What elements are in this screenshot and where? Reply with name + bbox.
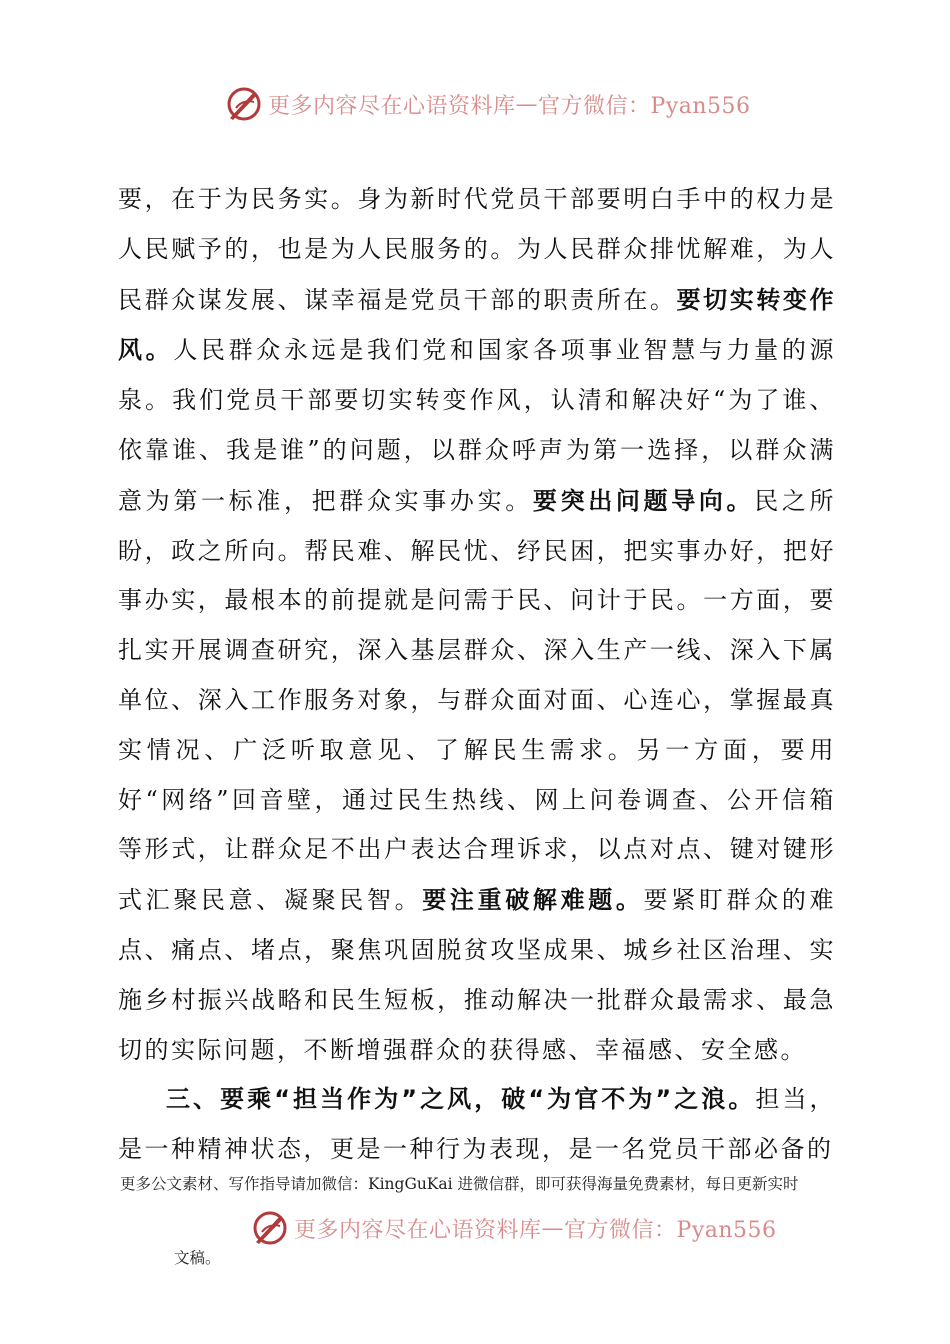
para1-bold-2: 要突出问题导向。 (532, 485, 755, 515)
banner-main-text: 更多内容尽在心语资料库 (294, 1217, 542, 1243)
para2-text-1: 担当，是一种精神状态，更是一种行为表现，是一名党员干部必备的 (118, 1085, 837, 1164)
footer-tail-text: 文稿。 (174, 1249, 221, 1267)
para1-text-1: 要，在于为民务实。身为新时代党员干部要明白手中的权力是人民赋予的，也是为人民服务的。为人民群众排忧解难，为人民群众谋发展、谋幸福是党员干部的职责所在。 (118, 185, 836, 314)
banner-wechat-text: 官方微信：Pyan556 (564, 1217, 777, 1243)
para1-bold-3: 要注重破解难题。 (422, 885, 644, 915)
section-heading-3: 三、要乘“担当作为”之风，破“为官不为”之浪。 (166, 1085, 756, 1114)
banner-wechat-text: 官方微信：Pyan556 (538, 93, 751, 119)
paragraph-2 (118, 1075, 836, 1175)
pen-logo-icon (224, 84, 264, 124)
banner-dash: — (515, 91, 539, 117)
banner-dash: — (541, 1215, 565, 1241)
banner-main-text: 更多内容尽在心语资料库 (268, 93, 516, 119)
para1-bold-1: 要切实转变作风。 (118, 284, 837, 365)
para1-text-3: 民之所盼，政之所向。帮民难、解民忧、纾民困，把实事办好，把好事办实，最根本的前提就是问需于民、问计于民。一方面，要扎实开展调查研究，深入基层群众、深入生产一线、深入下属单位、深入工作服务对象，与群众面对面、心连心，掌握最真实情况、广泛听取意见、了解民生需求。另一方面，要用好“网络”回音壁，通过民生热线、网上问卷调查、公开信箱等形式，让群众足不出户表达合理诉求，以点对点、键对键形式汇聚民意、凝聚民智。 (118, 486, 837, 915)
para1-text-2: 人民群众永远是我们党和国家各项事业智慧与力量的源泉。我们党员干部要切实转变作风，认清和解决好“为了谁、依靠谁、我是谁”的问题，以群众呼声为第一选择，以群众满意为第一标准，把群众实事办实。 (118, 336, 837, 515)
pen-logo-icon (250, 1208, 290, 1248)
paragraph-1 (118, 175, 836, 1075)
document-body (118, 175, 836, 1175)
footer-banner (250, 1206, 777, 1250)
footer-note: 更多公文素材、写作指导请加微信：KingGuKai 进微信群，即可获得海量免费素材，每日更新实时 (120, 1175, 799, 1193)
para1-text-4: 要紧盯群众的难点、痛点、堵点，聚焦巩固脱贫攻坚成果、城乡社区治理、实施乡村振兴战略和民生短板，推动解决一批群众最需求、最急切的实际问题，不断增强群众的获得感、幸福感、安全感。 (118, 886, 837, 1064)
header-banner (224, 82, 751, 126)
